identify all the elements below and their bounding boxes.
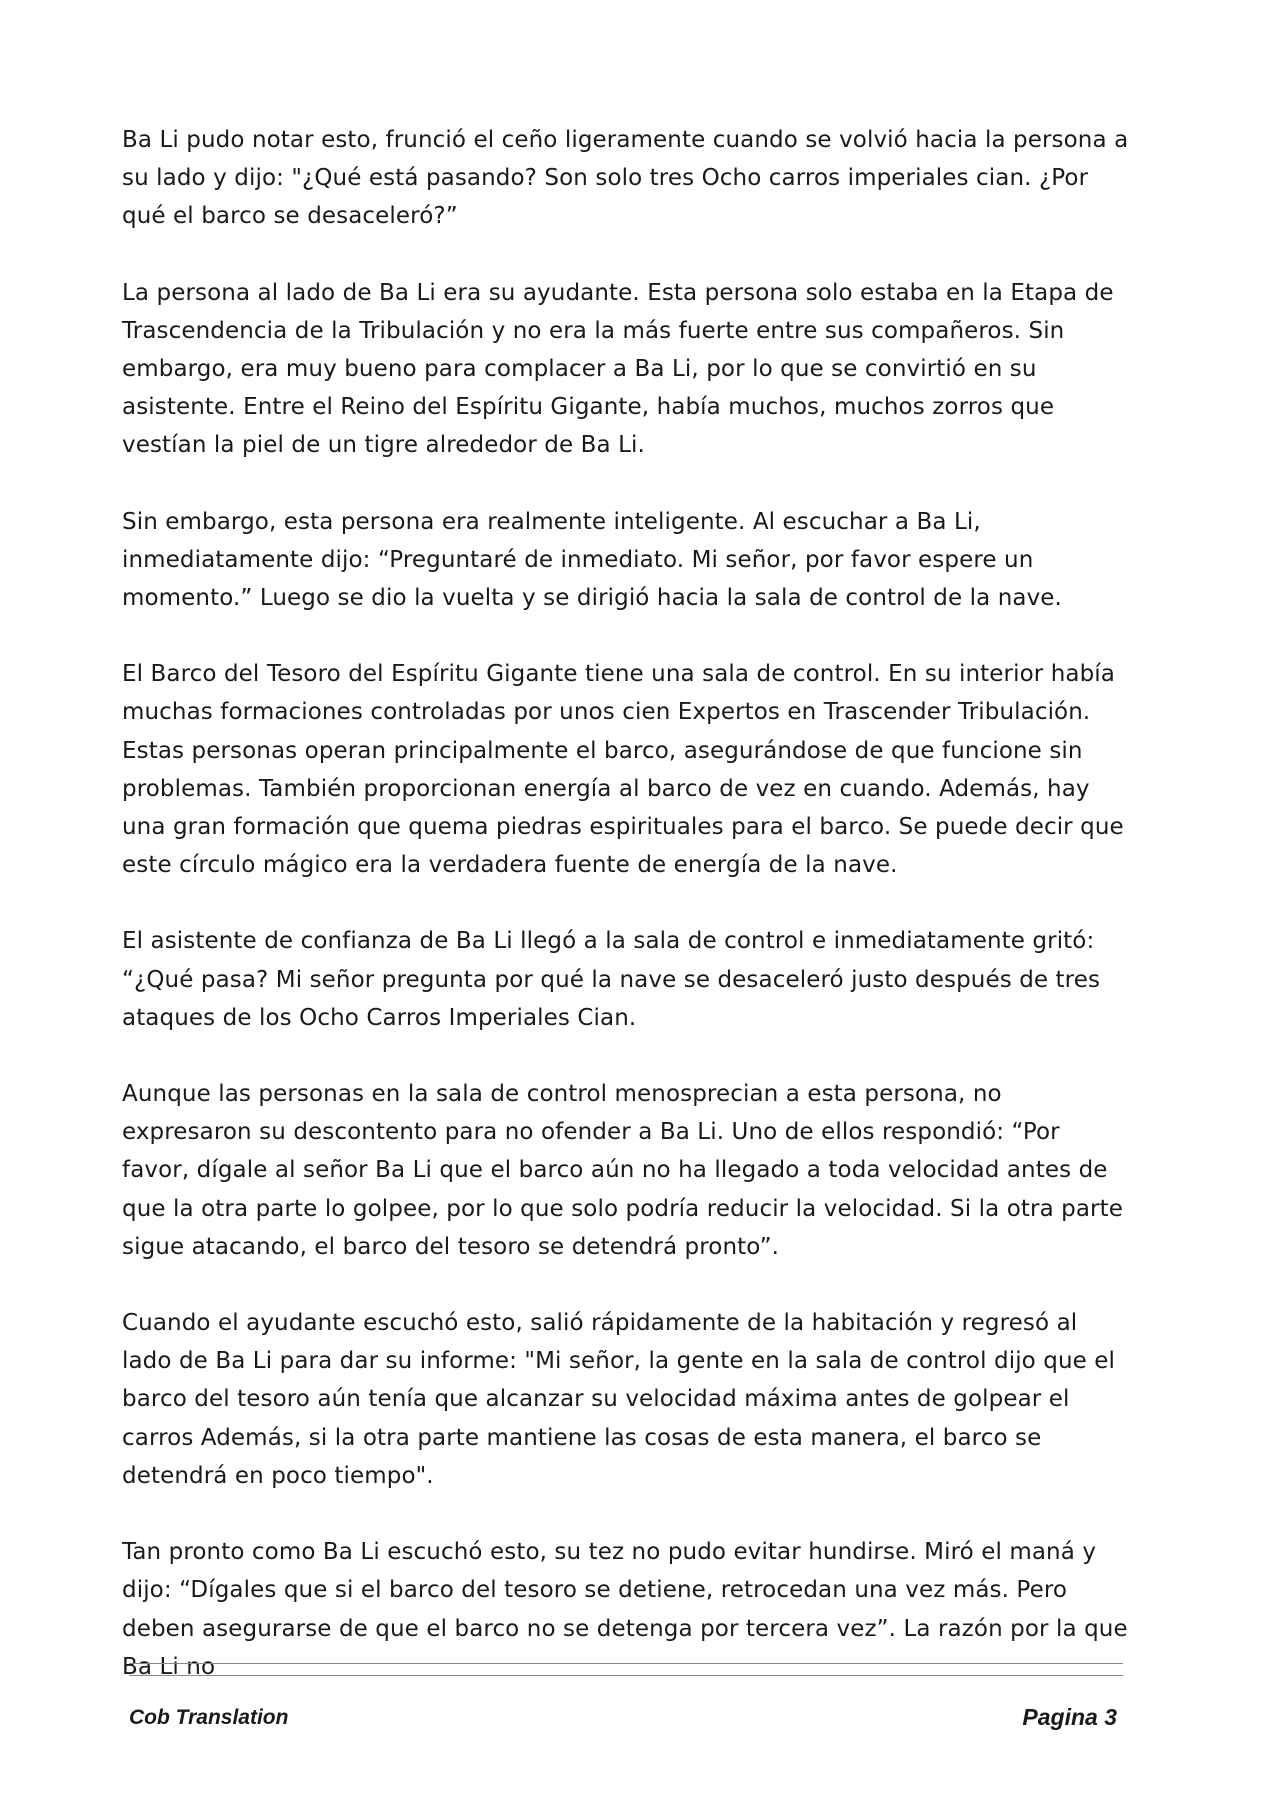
paragraph-8: Tan pronto como Ba Li escuchó esto, su tez no pudo evitar hundirse. Miró el maná y dijo: “Dígales que si el barco del tesoro se detiene, retrocedan una vez más. Pero deben asegurarse de que el barco no se detenga por tercera vez”. La razón por la que Ba Li no [122,1539,1128,1680]
paragraph-6: Aunque las personas en la sala de control menosprecian a esta persona, no expresaron su descontento para no ofender a Ba Li. Uno de ellos respondió: “Por favor, dígale al señor Ba Li que el barco aún no ha llegado a toda velocidad antes de que la otra parte lo golpee, por lo que solo podría reducir la velocidad. Si la otra parte sigue atacando, el barco del tesoro se detendrá pronto”. [122,1081,1123,1260]
footer-page-number: Pagina 3 [1022,1704,1117,1730]
footer-divider-bottom [129,1675,1123,1676]
paragraph-1: Ba Li pudo notar esto, frunció el ceño ligeramente cuando se volvió hacia la persona a su lado y dijo: "¿Qué está pasando? Son solo tres Ocho carros imperiales cian. ¿Por qué el barco se desaceleró?” [122,127,1129,230]
footer-translator-credit: Cob Translation [129,1706,289,1729]
paragraph-3: Sin embargo, esta persona era realmente inteligente. Al escuchar a Ba Li, inmediatamente dijo: “Preguntaré de inmediato. Mi señor, por favor espere un momento.” Luego se dio la vuelta y se dirigió hacia la sala de control de la nave. [122,508,1062,612]
paragraph-5: El asistente de confianza de Ba Li llegó a la sala de control e inmediatamente gritó: “¿Qué pasa? Mi señor pregunta por qué la nave se desaceleró justo después de tres ataques de los Ocho Carros Imperiales Cian. [122,928,1101,1031]
paragraph-2: La persona al lado de Ba Li era su ayudante. Esta persona solo estaba en la Etapa de Trascendencia de la Tribulación y no era la más fuerte entre sus compañeros. Sin embargo, era muy bueno para complacer a Ba Li, por lo que se convirtió en su asistente. Entre el Reino del Espíritu Gigante, había muchos, muchos zorros que vestían la piel de un tigre alrededor de Ba Li. [122,279,1114,459]
body-text [122,121,1132,1724]
footer-divider-top [129,1663,1123,1664]
paragraph-4: El Barco del Tesoro del Espíritu Gigante tiene una sala de control. En su interior había muchas formaciones controladas por unos cien Expertos en Trascender Tribulación. Estas personas operan principalmente el barco, asegurándose de que funcione sin problemas. También proporcionan energía al barco de vez en cuando. Además, hay una gran formación que quema piedras espirituales para el barco. Se puede decir que este círculo mágico era la verdadera fuente de energía de la nave. [122,661,1124,879]
paragraph-7: Cuando el ayudante escuchó esto, salió rápidamente de la habitación y regresó al lado de Ba Li para dar su informe: "Mi señor, la gente en la sala de control dijo que el barco del tesoro aún tenía que alcanzar su velocidad máxima antes de golpear el carros Además, si la otra parte mantiene las cosas de esta manera, el barco se detendrá en poco tiempo". [122,1310,1116,1489]
